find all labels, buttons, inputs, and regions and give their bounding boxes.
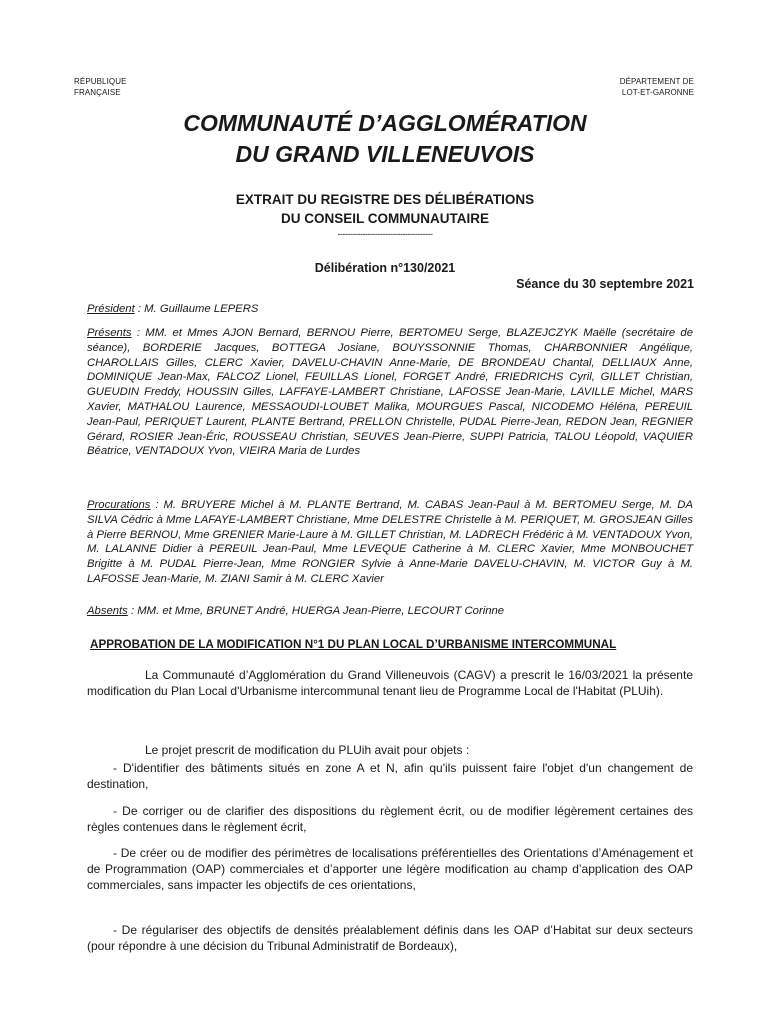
dashed-separator: -------------------------------------- <box>337 229 433 239</box>
organization-title-line-1: COMMUNAUTÉ D’AGGLOMÉRATION <box>183 110 587 136</box>
department-line-2: LOT-ET-GARONNE <box>621 88 694 97</box>
objective-item-1: - D'identifier des bâtiments situés en zone A et N, afin qu'ils puissent faire l'objet d'un changement de destination, <box>87 761 693 791</box>
presents-paragraph <box>87 326 693 459</box>
intro-paragraph: La Communauté d’Agglomération du Grand Villeneuvois (CAGV) a prescrit le 16/03/2021 la présente modification du Plan Local d'Urbanisme intercommunal tenant lieu de Programme Local de l'Habitat (PLUih). <box>87 668 693 698</box>
procurations-label: Procurations <box>87 499 151 511</box>
objective-item-3: - De créer ou de modifier des périmètres de localisations préférentielles des Orientations d’Aménagement et de Programmation (OAP) commerciales et d’apporter une légère modification au champ d’application des OAP commerciales, sans impacter les objectifs de ces orientations, <box>87 846 693 892</box>
deliberation-subject: APPROBATION DE LA MODIFICATION N°1 DU PLAN LOCAL D’URBANISME INTERCOMMUNAL <box>90 638 617 651</box>
objective-item-4: - De régulariser des objectifs de densités préalablement définis dans les OAP d’Habitat sur deux secteurs (pour répondre à une décision du Tribunal Administratif de Bordeaux), <box>87 923 693 953</box>
procurations-paragraph <box>87 498 693 587</box>
absents-line <box>87 604 693 619</box>
organization-title-line-2: DU GRAND VILLENEUVOIS <box>235 141 535 167</box>
absents-text: : MM. et Mme, BRUNET André, HUERGA Jean-Pierre, LECOURT Corinne <box>127 605 505 617</box>
department-line-1: DÉPARTEMENT DE <box>619 77 694 86</box>
session-date: Séance du 30 septembre 2021 <box>516 277 694 291</box>
absents-label: Absents <box>87 605 128 617</box>
republic-header <box>74 76 127 98</box>
objective-item-2: - De corriger ou de clarifier des dispositions du règlement écrit, ou de modifier légèrement certaines des règles contenues dans le règlement écrit, <box>87 804 693 834</box>
register-extract-heading <box>0 190 770 228</box>
president-text: : M. Guillaume LEPERS <box>134 303 259 315</box>
department-header <box>620 76 694 98</box>
presents-text: : MM. et Mmes AJON Bernard, BERNOU Pierre, BERTOMEU Serge, BLAZEJCZYK Maëlle (secrétaire de séance), BORDERIE Jacques, BOTTEGA Josiane, BOUYSSONNIE Thomas, CHARBONNIER Angélique, CHAROLLAIS Gilles, CLERC Xavier, DAVELU-CHAVIN Anne-Marie, DE BRONDEAU Chantal, DELLIAUX Anne, DOMINIQUE Jean-Max, FALCOZ Lionel, FEUILLAS Lionel, FORGET André, FRIEDRICHS Cyril, GILLET Christian, GUEUDIN Freddy, HOUSSIN Gilles, LAFFAYE-LAMBERT Christiane, LAFOSSE Jean-Marie, LAVILLE Michel, MARS Xavier, MATHALOU Laurence, MESSAOUDI-LOUBET Malika, MOURGUES Pascal, NICODEMO Héléna, PEREUIL Jean-Paul, PERIQUET Laurent, PLANTE Bertrand, PRELLON Christelle, PUDAL Pierre-Jean, REDON Jean, REGNIER Gérard, ROSIER Jean-Éric, ROUSSEAU Christian, SEUVES Jean-Pierre, SUPPI Patricia, TALOU Léopold, VAQUIER Béatrice, VENTADOUX Yvon, VIEIRA Maria de Lurdes <box>87 327 693 458</box>
procurations-text: : M. BRUYERE Michel à M. PLANTE Bertrand, M. CABAS Jean-Paul à M. BERTOMEU Serge, M. DA SILVA Cédric à Mme LAFAYE-LAMBERT Christiane, Mme DELESTRE Christelle à M. PERIQUET, M. GROSJEAN Gilles à Pierre BERNOU, Mme GRENIER Marie-Laure à M. GILLET Christian, M. LADRECH Frédéric à M. VENTADOUX Yvon, M. LALANNE Didier à PEREUIL Jean-Paul, Mme LEVEQUE Catherine à M. CLERC Xavier, Mme MONBOUCHET Brigitte à M. PUDAL Pierre-Jean, Mme RONGIER Sylvie à Anne-Marie DAVELU-CHAVIN, M. VICTOR Guy à M. LAFOSSE Jean-Marie, M. ZIANI Samir à M. CLERC Xavier <box>87 499 693 585</box>
republic-line-2: FRANÇAISE <box>74 88 121 97</box>
president-label: Président <box>87 303 135 315</box>
register-extract-line-1: EXTRAIT DU REGISTRE DES DÉLIBÉRATIONS <box>235 192 535 207</box>
organization-title <box>0 108 770 170</box>
register-extract-line-2: DU CONSEIL COMMUNAUTAIRE <box>281 211 489 226</box>
republic-line-1: RÉPUBLIQUE <box>74 77 127 86</box>
objects-intro: Le projet prescrit de modification du PLUih avait pour objets : <box>145 743 470 757</box>
presents-label: Présents <box>87 327 132 339</box>
president-line <box>87 302 693 317</box>
deliberation-number: Délibération n°130/2021 <box>314 261 456 275</box>
